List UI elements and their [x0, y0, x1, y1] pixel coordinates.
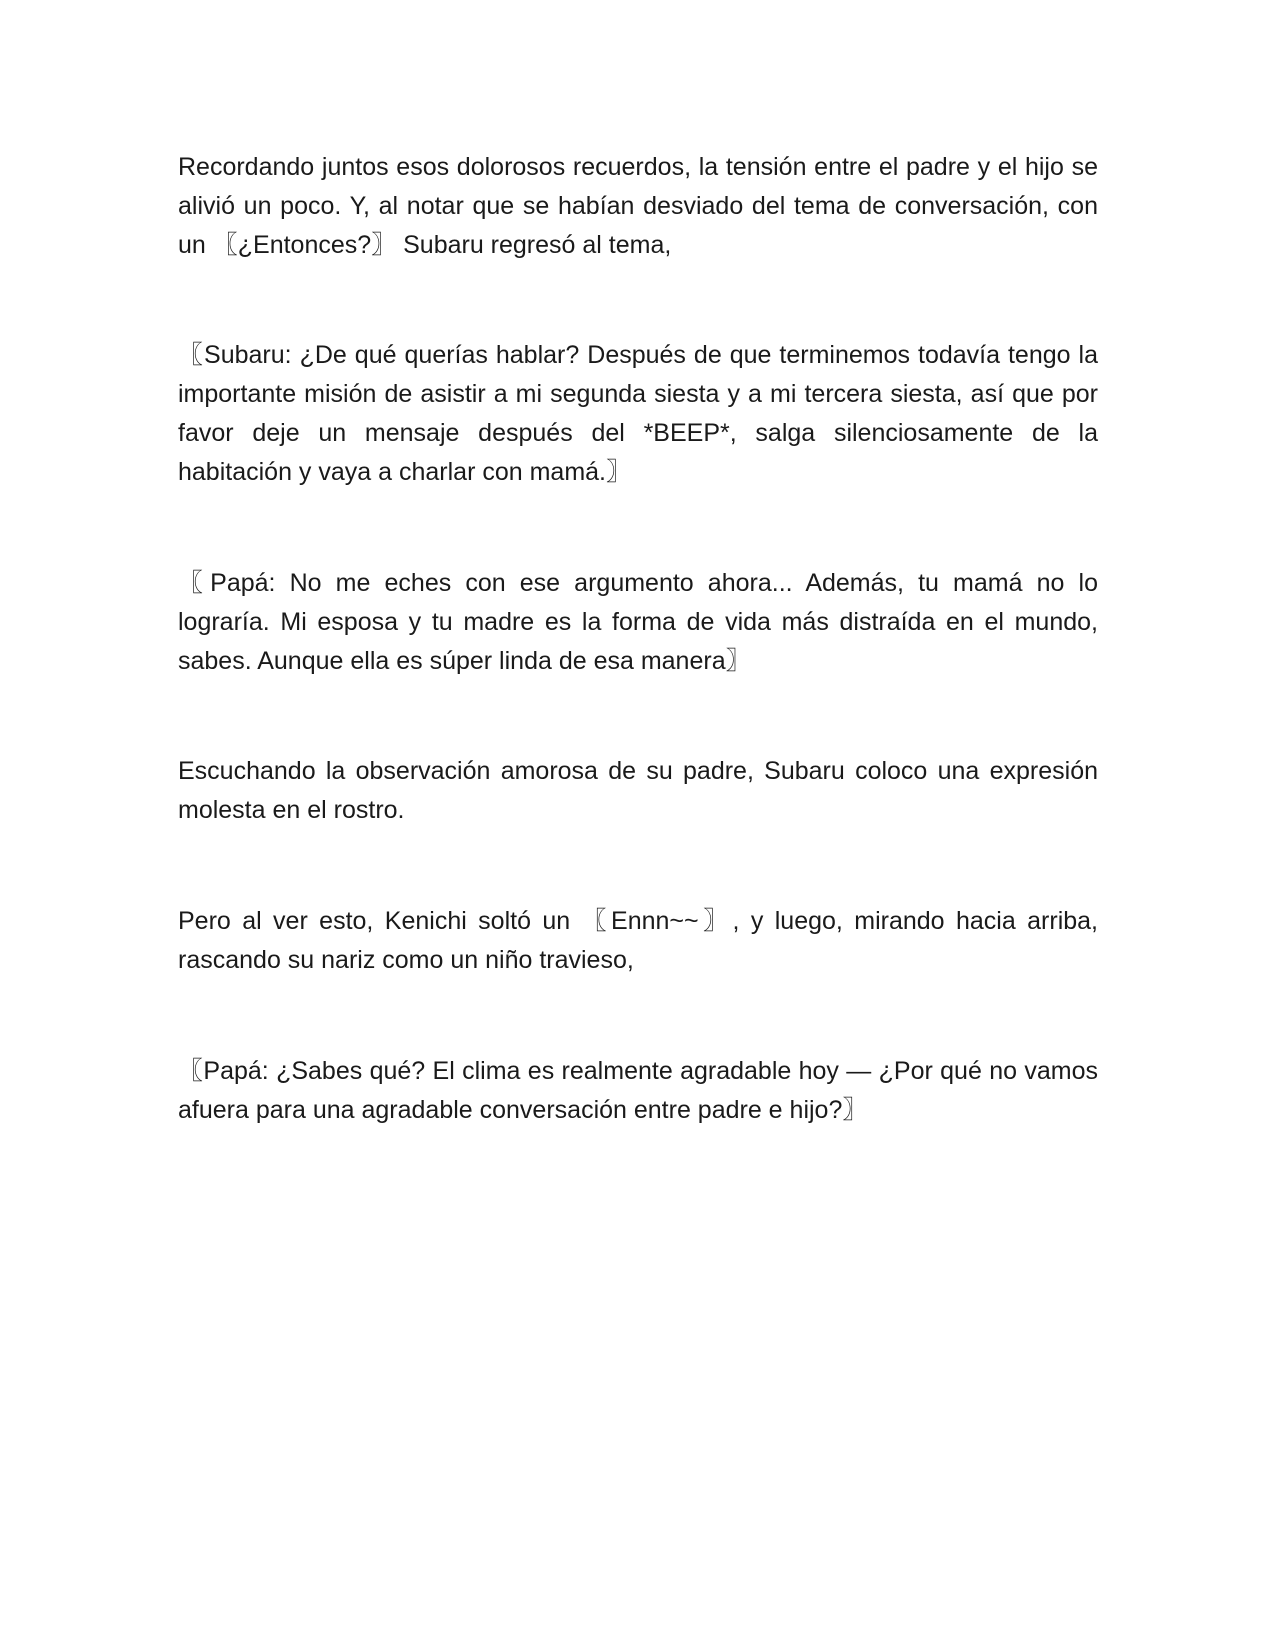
paragraph-narration-1: Recordando juntos esos dolorosos recuerdos, la tensión entre el padre y el hijo se alivió un poco. Y, al notar que se habían desviado del tema de conversación, con un 〖¿Entonces?〗 Subaru regresó al tema,: [178, 153, 1098, 259]
paragraph-narration-2: Escuchando la observación amorosa de su padre, Subaru coloco una expresión molesta en el rostro.: [178, 757, 1098, 824]
paragraph-dialogue-papa-2: 〖Papá: ¿Sabes qué? El clima es realmente agradable hoy — ¿Por qué no vamos afuera para una agradable conversación entre padre e hijo?〗: [178, 1057, 1098, 1124]
document-body: [178, 148, 1098, 1130]
paragraph-narration-3: Pero al ver esto, Kenichi soltó un 〖Ennn~~〗, y luego, mirando hacia arriba, rascando su nariz como un niño travieso,: [178, 907, 1098, 974]
paragraph-dialogue-subaru: 〖Subaru: ¿De qué querías hablar? Después de que terminemos todavía tengo la importante misión de asistir a mi segunda siesta y a mi tercera siesta, así que por favor deje un mensaje después del *BEEP*, salga silenciosamente de la habitación y vaya a charlar con mamá.〗: [178, 341, 1098, 486]
paragraph-dialogue-papa-1: 〖Papá: No me eches con ese argumento ahora... Además, tu mamá no lo lograría. Mi esposa y tu madre es la forma de vida más distraída en el mundo, sabes. Aunque ella es súper linda de esa manera〗: [178, 569, 1098, 675]
